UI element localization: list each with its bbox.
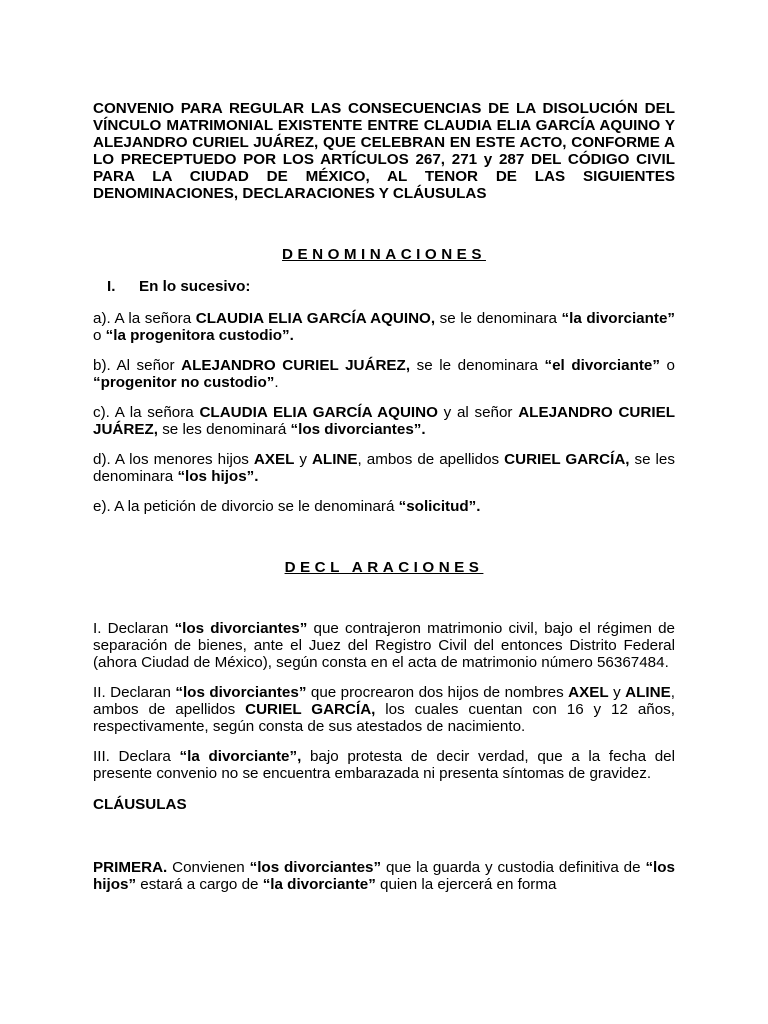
denominacion-a: a). A la señora CLAUDIA ELIA GARCÍA AQUINO, se le denominara “la divorciante” o “la progenitora custodio”. <box>93 310 675 344</box>
denominacion-b: b). Al señor ALEJANDRO CURIEL JUÁREZ, se le denominara “el divorciante” o “progenitor no custodio”. <box>93 357 675 391</box>
denominacion-c: c). A la señora CLAUDIA ELIA GARCÍA AQUINO y al señor ALEJANDRO CURIEL JUÁREZ, se les denominará “los divorciantes”. <box>93 404 675 438</box>
declaracion-i: I. Declaran “los divorciantes” que contrajeron matrimonio civil, bajo el régimen de separación de bienes, ante el Juez del Registro Civil del entonces Distrito Federal (ahora Ciudad de México), según consta en el acta de matrimonio número 56367484. <box>93 620 675 671</box>
item-number: I. <box>107 278 116 295</box>
heading-clausulas: CLÁUSULAS <box>93 796 187 813</box>
heading-denominaciones: DENOMINACIONES <box>282 246 486 263</box>
declaracion-iii: III. Declara “la divorciante”, bajo protesta de decir verdad, que a la fecha del presente convenio no se encuentra embarazada ni presenta síntomas de gravidez. <box>93 748 675 782</box>
denominacion-d: d). A los menores hijos AXEL y ALINE, ambos de apellidos CURIEL GARCÍA, se les denominara “los hijos”. <box>93 451 675 485</box>
document-title: CONVENIO PARA REGULAR LAS CONSECUENCIAS DE LA DISOLUCIÓN DEL VÍNCULO MATRIMONIAL EXISTENTE ENTRE CLAUDIA ELIA GARCÍA AQUINO Y ALEJANDRO CURIEL JUÁREZ, QUE CELEBRAN EN ESTE ACTO, CONFORME A LO PRECEPTUEDO POR LOS ARTÍCULOS 267, 271 y 287 DEL CÓDIGO CIVIL PARA LA CIUDAD DE MÉXICO, AL TENOR DE LAS SIGUIENTES DENOMINACIONES, DECLARACIONES Y CLÁUSULAS <box>93 100 675 202</box>
denominacion-e: e). A la petición de divorcio se le denominará “solicitud”. <box>93 498 481 515</box>
document-page <box>93 100 675 893</box>
declaracion-ii: II. Declaran “los divorciantes” que procrearon dos hijos de nombres AXEL y ALINE, ambos de apellidos CURIEL GARCÍA, los cuales cuentan con 16 y 12 años, respectivamente, según consta de sus atestados de nacimiento. <box>93 684 675 735</box>
heading-declaraciones: DECL ARACIONES <box>284 559 484 576</box>
item-text: En lo sucesivo: <box>139 278 251 295</box>
clausula-primera: PRIMERA. Convienen “los divorciantes” que la guarda y custodia definitiva de “los hijos” estará a cargo de “la divorciante” quien la ejercerá en forma <box>93 859 675 893</box>
denominaciones-item-1 <box>93 278 675 295</box>
